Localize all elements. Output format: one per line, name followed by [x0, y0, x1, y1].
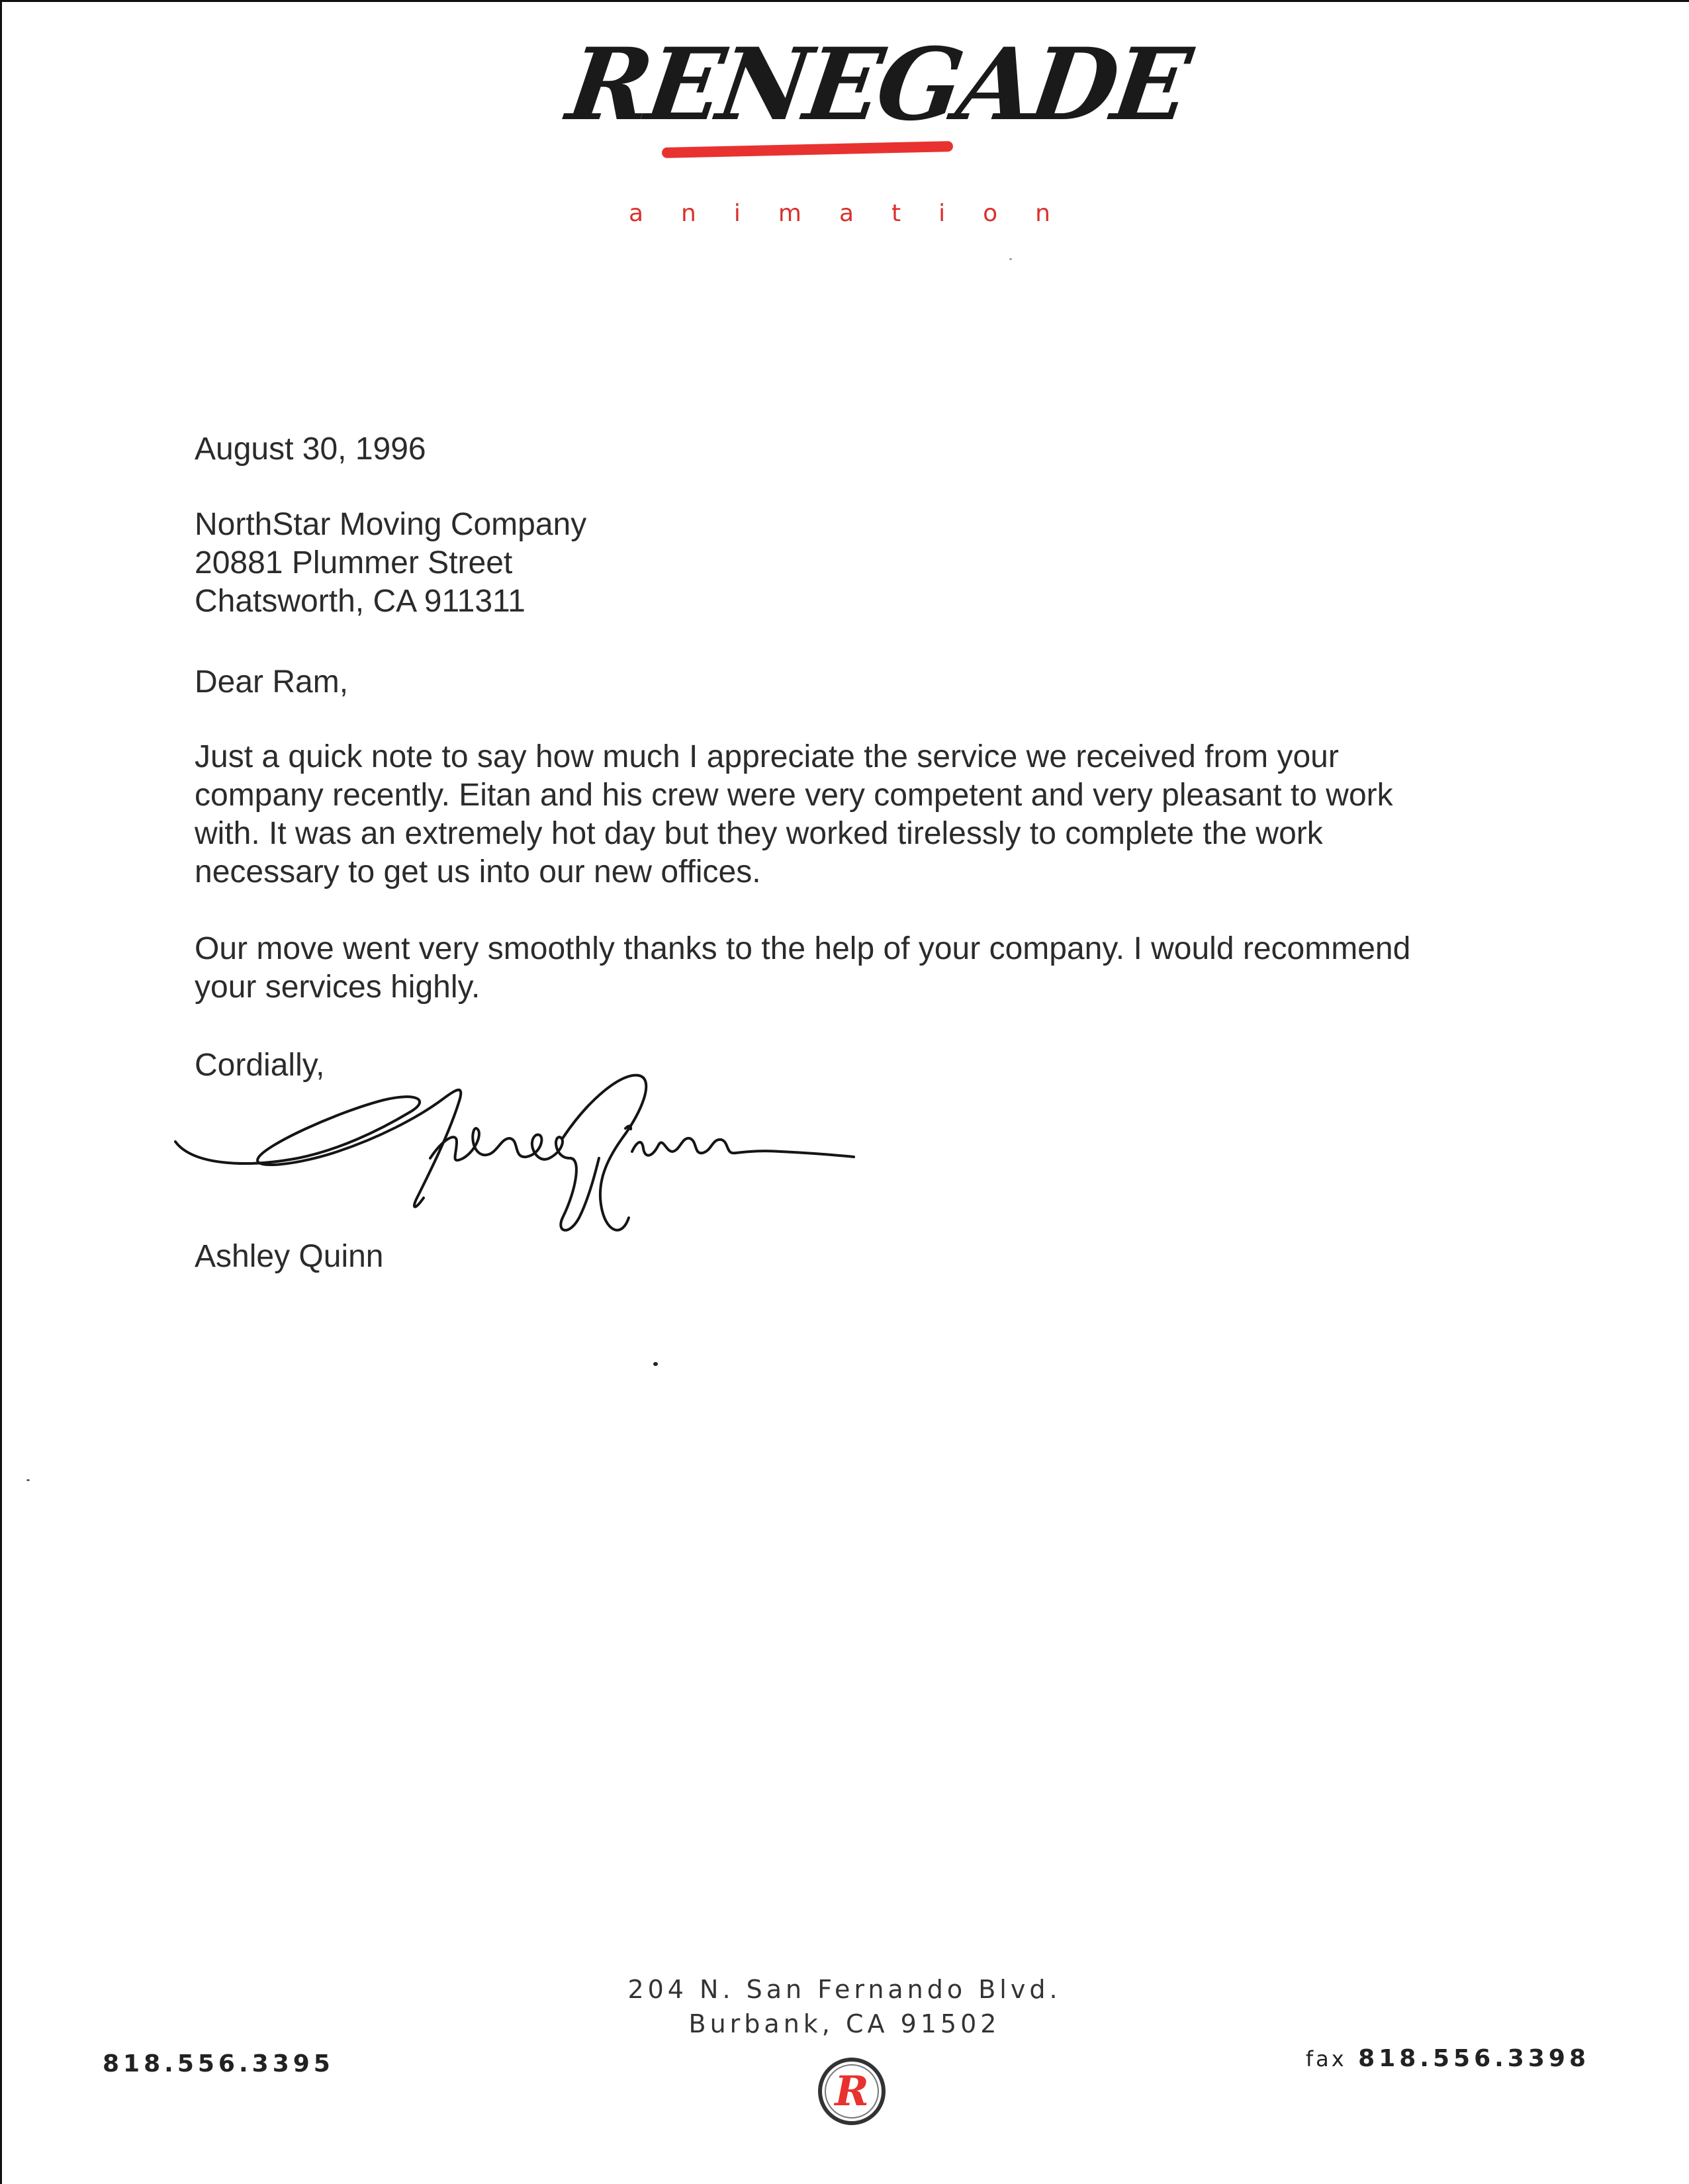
- recipient-line: Chatsworth, CA 911311: [195, 584, 525, 619]
- paragraph-line: with. It was an extremely hot day but they worked tirelessly to complete the work: [195, 816, 1323, 851]
- recipient-address: [195, 506, 586, 621]
- paragraph-1: [195, 738, 1393, 891]
- fax-number: [1306, 2045, 1590, 2072]
- scan-speck: [1009, 258, 1012, 260]
- address-line: Burbank, CA 91502: [688, 2009, 1001, 2038]
- paragraph-line: necessary to get us into our new offices.: [195, 854, 761, 889]
- scan-speck: [653, 1362, 658, 1366]
- closing: Cordially,: [195, 1048, 325, 1083]
- letter-date: August 30, 1996: [195, 432, 426, 467]
- paragraph-2: [195, 930, 1410, 1007]
- recipient-line: NorthStar Moving Company: [195, 507, 587, 542]
- recipient-line: 20881 Plummer Street: [195, 545, 513, 580]
- phone-number: 818.556.3395: [103, 2050, 334, 2077]
- emblem-letter: R: [835, 2067, 869, 2115]
- paragraph-line: Our move went very smoothly thanks to the help of your company. I would recommend: [195, 931, 1411, 966]
- paragraph-line: Just a quick note to say how much I appreciate the service we received from your: [195, 739, 1339, 774]
- scan-speck: [26, 1479, 30, 1481]
- logo-wordmark: RENEGADE: [561, 26, 1194, 143]
- fax-value: 818.556.3398: [1358, 2045, 1590, 2072]
- footer-address: [0, 1972, 1689, 2041]
- address-line: 204 N. San Fernando Blvd.: [627, 1975, 1062, 2004]
- paragraph-line: company recently. Eitan and his crew were very competent and very pleasant to work: [195, 778, 1393, 813]
- renegade-r-emblem-icon: [815, 2055, 888, 2128]
- paragraph-line: your services highly.: [195, 970, 480, 1005]
- fax-label: fax: [1305, 2046, 1347, 2071]
- handwritten-signature: [165, 1059, 860, 1257]
- signer-name: Ashley Quinn: [195, 1239, 384, 1274]
- logo-red-underline: [662, 141, 953, 158]
- salutation: Dear Ram,: [195, 664, 349, 700]
- logo-subtitle: animation: [629, 200, 1088, 227]
- renegade-logo: [561, 26, 1194, 227]
